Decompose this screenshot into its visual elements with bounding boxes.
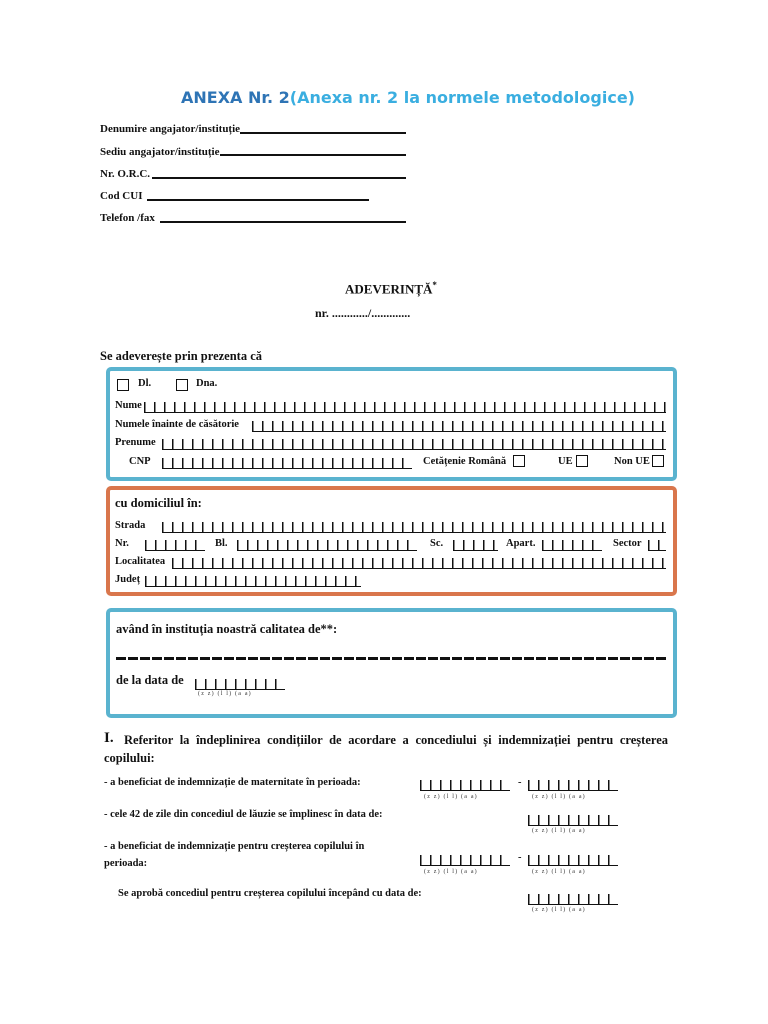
maternity-end-field[interactable] xyxy=(528,780,618,791)
apt-field[interactable] xyxy=(542,540,602,551)
childcare-end-hint: (z z) (l l) (a a) xyxy=(532,869,586,875)
childcare-start-hint: (z z) (l l) (a a) xyxy=(424,869,478,875)
mr-label: Dl. xyxy=(138,378,152,389)
intro-text: Se adeverește prin prezenta că xyxy=(100,349,262,363)
name-label: Nume xyxy=(115,400,142,411)
apt-label: Apart. xyxy=(506,538,536,549)
cui-label: Cod CUI xyxy=(100,190,143,202)
maternity-start-field[interactable] xyxy=(420,780,510,791)
heading-text: ADEVERINȚĂ xyxy=(345,281,433,297)
maternity-end-hint: (z z) (l l) (a a) xyxy=(532,794,586,800)
first-name-field[interactable] xyxy=(162,439,666,450)
from-date-hint: (z z) (l l) (a a) xyxy=(198,691,252,697)
childcare-dash: - xyxy=(518,852,522,863)
maternity-dash: - xyxy=(518,777,522,788)
maiden-name-field[interactable] xyxy=(252,421,666,432)
document-heading xyxy=(345,280,437,297)
from-date-label: de la data de xyxy=(116,673,184,687)
title-main: ANEXA Nr. 2 xyxy=(181,88,290,107)
street-field[interactable] xyxy=(162,522,666,533)
approved-date-hint: (z z) (l l) (a a) xyxy=(532,907,586,913)
approved-label: Se aprobă concediul pentru creșterea copilului începând cu data de: xyxy=(118,888,422,899)
address-heading: cu domiciliul în: xyxy=(115,496,202,510)
bl-field[interactable] xyxy=(237,540,417,551)
maiden-name-label: Numele înainte de căsătorie xyxy=(115,419,239,430)
section-number: I. xyxy=(104,730,114,746)
mrs-checkbox[interactable] xyxy=(176,379,188,391)
title-subtitle: (Anexa nr. 2 la normele metodologice) xyxy=(289,88,635,107)
mr-checkbox[interactable] xyxy=(117,379,129,391)
sector-field[interactable] xyxy=(648,540,666,551)
sc-field[interactable] xyxy=(453,540,498,551)
cnp-field[interactable] xyxy=(162,458,412,469)
role-heading: având în instituția noastră calitatea de**: xyxy=(116,622,338,636)
non-eu-checkbox[interactable] xyxy=(652,455,664,467)
nr-field[interactable] xyxy=(145,540,205,551)
bl-label: Bl. xyxy=(215,538,228,549)
nr-label: Nr. xyxy=(115,538,129,549)
maternity-label: - a beneficiat de indemnizație de maternitate în perioada: xyxy=(104,777,361,788)
phone-field[interactable] xyxy=(160,221,406,223)
orc-label: Nr. O.R.C. xyxy=(100,168,151,180)
childcare-end-field[interactable] xyxy=(528,855,618,866)
orc-field[interactable] xyxy=(152,177,406,179)
eu-checkbox[interactable] xyxy=(576,455,588,467)
city-label: Localitatea xyxy=(115,556,166,567)
childcare-label-line1: - a beneficiat de indemnizație pentru creșterea copilului în xyxy=(104,841,365,852)
non-eu-label: Non UE xyxy=(614,456,650,467)
approved-date-field[interactable] xyxy=(528,894,618,905)
childcare-label-line2: perioada: xyxy=(104,858,148,869)
childcare-start-field[interactable] xyxy=(420,855,510,866)
document-number: nr. ............/............. xyxy=(315,306,411,320)
first-name-label: Prenume xyxy=(115,437,156,448)
maternity-start-hint: (z z) (l l) (a a) xyxy=(424,794,478,800)
employer-address-field[interactable] xyxy=(220,154,406,156)
from-date-field[interactable] xyxy=(195,679,285,690)
sector-label: Sector xyxy=(613,538,642,549)
citizenship-label: Cetățenie Română xyxy=(423,456,507,467)
page-title xyxy=(181,88,635,107)
days42-field[interactable] xyxy=(528,815,618,826)
street-label: Strada xyxy=(115,520,146,531)
cui-field[interactable] xyxy=(147,199,369,201)
employer-name-label: Denumire angajator/instituție xyxy=(100,123,241,135)
sc-label: Sc. xyxy=(430,538,444,549)
cnp-label: CNP xyxy=(129,456,151,467)
name-field[interactable] xyxy=(144,402,666,413)
days42-label: - cele 42 de zile din concediul de lăuzie se împlinesc în data de: xyxy=(104,809,383,820)
mrs-label: Dna. xyxy=(196,378,218,389)
role-field[interactable] xyxy=(116,657,666,660)
employer-name-field[interactable] xyxy=(240,132,406,134)
city-field[interactable] xyxy=(172,558,666,569)
days42-hint: (z z) (l l) (a a) xyxy=(532,828,586,834)
county-label: Județ xyxy=(115,574,141,585)
county-field[interactable] xyxy=(145,576,361,587)
heading-star: * xyxy=(432,280,437,290)
eu-label: UE xyxy=(558,456,573,467)
employer-address-label: Sediu angajator/instituție xyxy=(100,146,220,158)
section-text: Referitor la îndeplinirea condițiilor de acordare a concediului și indemnizației pentru creșterea copilului: xyxy=(104,733,668,765)
citizenship-ro-checkbox[interactable] xyxy=(513,455,525,467)
phone-label: Telefon /fax xyxy=(100,212,155,224)
